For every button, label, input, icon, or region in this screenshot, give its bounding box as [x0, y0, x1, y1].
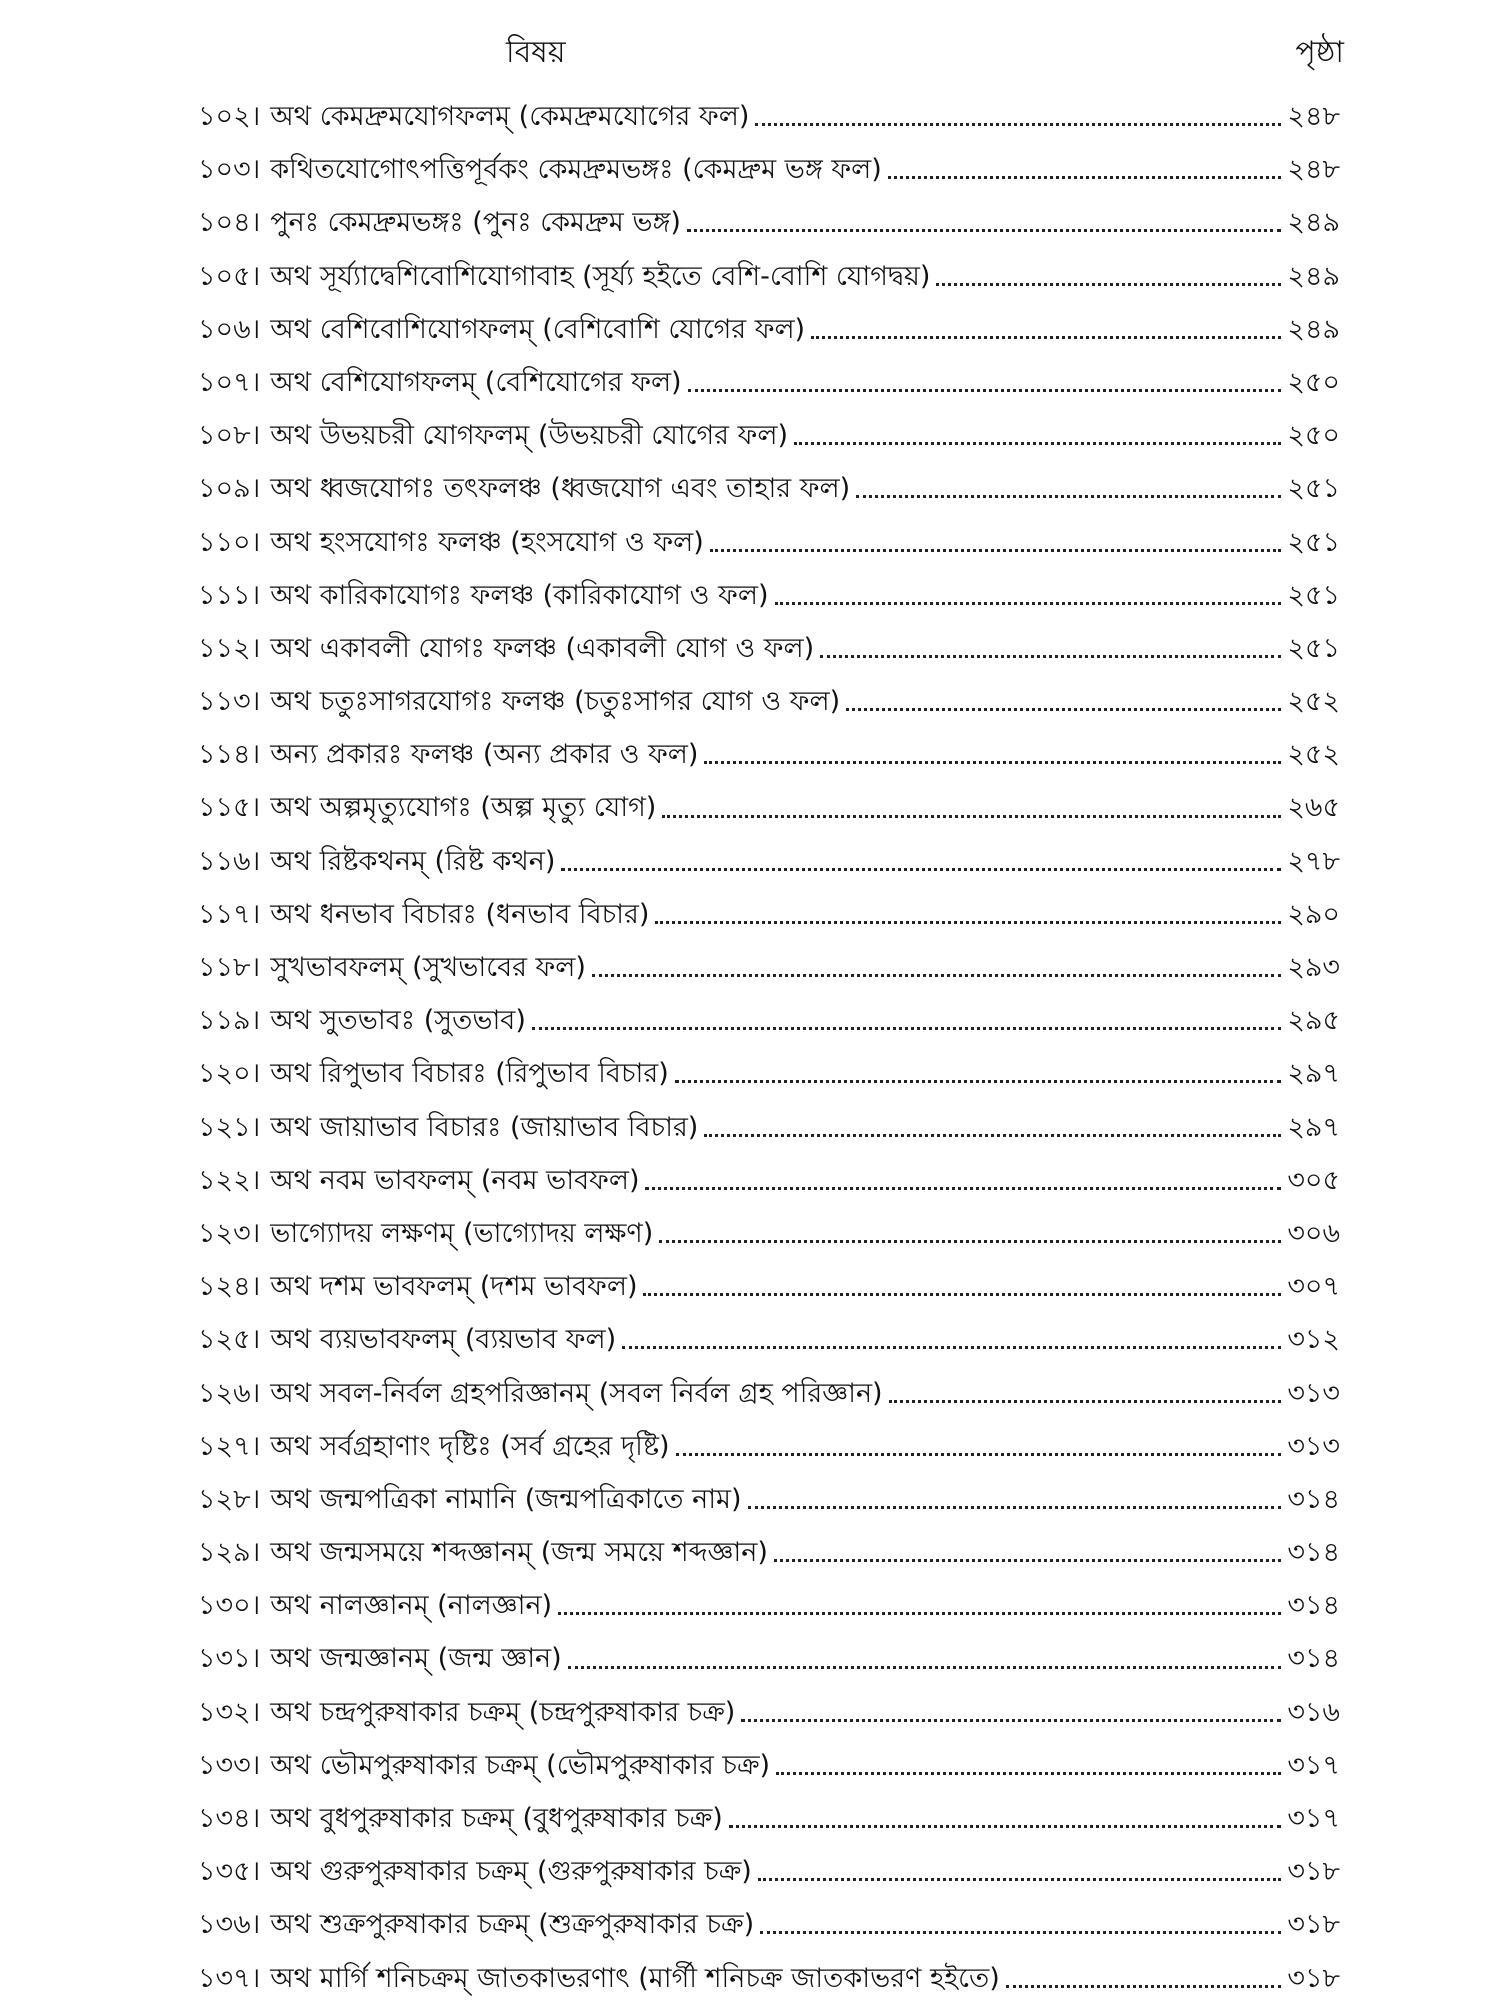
dot-leader	[820, 655, 1281, 658]
toc-entry	[198, 303, 1340, 356]
entry-title: অথ গুরুপুরুষাকার চক্রম্ (গুরুপুরুষাকার চক্র)	[270, 1856, 752, 1888]
toc-entry	[198, 1952, 1340, 2005]
dot-leader	[704, 1134, 1281, 1137]
entry-page-number: ২৪৮	[1287, 154, 1340, 186]
entry-number: ১০২।	[198, 101, 261, 132]
toc-entry	[198, 941, 1340, 994]
entry-page-number: ২৪৯	[1287, 260, 1340, 292]
entry-number: ১৩১।	[198, 1643, 261, 1675]
entry-title: অথ সূর্য্যাদ্বেশিবোশিযোগাবাহ (সূর্য্য হইতে বেশি-বোশি যোগদ্বয়)	[270, 260, 931, 292]
entry-number: ১১৭।	[198, 898, 261, 930]
dot-leader	[811, 336, 1281, 339]
entry-number: ১৩৪।	[198, 1803, 261, 1834]
dot-leader	[704, 761, 1281, 764]
entry-page-number: ২৫১	[1287, 632, 1340, 664]
entry-title: কথিতযোগোৎপত্তিপূর্বকং কেমদ্রুমভঙ্গঃ (কেমদ্রুম ভঙ্গ ফল)	[270, 154, 882, 186]
entry-page-number: ২৯৭	[1287, 1058, 1340, 1090]
entry-page-number: ২৪৮	[1287, 101, 1340, 132]
toc-entry	[198, 1313, 1340, 1366]
entry-title: অথ চতুঃসাগরযোগঃ ফলঞ্চ (চতুঃসাগর যোগ ও ফল)	[270, 686, 841, 718]
entry-number: ১০৯।	[198, 473, 261, 505]
entry-page-number: ৩১৮	[1287, 1962, 1340, 1994]
dot-leader	[856, 495, 1281, 498]
entry-title: অথ জন্মজ্ঞানম্ (জন্ম জ্ঞান)	[270, 1643, 562, 1675]
entry-page-number: ৩১৮	[1287, 1909, 1340, 1941]
entry-title: অন্য প্রকারঃ ফলঞ্চ (অন্য প্রকার ও ফল)	[270, 739, 699, 771]
dot-leader	[729, 1825, 1282, 1828]
entry-number: ১২৭।	[198, 1430, 261, 1462]
toc-header	[0, 28, 1500, 76]
dot-leader	[568, 1666, 1282, 1669]
dot-leader	[645, 1187, 1281, 1190]
entry-page-number: ২৫২	[1287, 686, 1340, 718]
toc-entry	[198, 1473, 1340, 1526]
toc-entry	[198, 90, 1340, 143]
entry-number: ১২৫।	[198, 1324, 261, 1356]
toc-entry	[198, 143, 1340, 196]
entry-title: অথ জন্মসময়ে শব্দজ্ঞানম্ (জন্ম সময়ে শব্দজ্ঞান)	[270, 1537, 768, 1569]
entry-page-number: ৩১৮	[1287, 1856, 1340, 1888]
toc-entry	[198, 462, 1340, 515]
entry-page-number: ২৫২	[1287, 739, 1340, 771]
entry-number: ১১০।	[198, 526, 261, 558]
toc-entry	[198, 1367, 1340, 1420]
entry-page-number: ২৫১	[1287, 473, 1340, 505]
dot-leader	[659, 1240, 1281, 1243]
entry-page-number: ৩১৪	[1287, 1483, 1340, 1515]
dot-leader	[741, 1719, 1281, 1722]
dot-leader	[532, 1027, 1282, 1030]
dot-leader	[889, 1400, 1282, 1403]
entry-title: অথ ধনভাব বিচারঃ (ধনভাব বিচার)	[270, 898, 650, 930]
entry-number: ১০৩।	[198, 154, 261, 186]
dot-leader	[622, 1346, 1281, 1349]
entry-title: সুখভাবফলম্ (সুখভাবের ফল)	[270, 952, 586, 983]
dot-leader	[888, 176, 1282, 179]
entry-title: অথ মার্গি শনিচক্রম্ জাতকাভরণাৎ (মার্গী শনিচক্র জাতকাভরণ হইতে)	[270, 1962, 1000, 1994]
entry-title: অথ কারিকাযোগঃ ফলঞ্চ (কারিকাযোগ ও ফল)	[270, 579, 769, 611]
dot-leader	[760, 1931, 1281, 1934]
entry-number: ১১৯।	[198, 1005, 261, 1037]
toc-entry	[198, 250, 1340, 303]
entry-number: ১২৪।	[198, 1271, 261, 1303]
entry-number: ১০৮।	[198, 420, 261, 452]
entry-page-number: ২৪৯	[1287, 207, 1340, 239]
toc-entry	[198, 1420, 1340, 1473]
entry-title: অথ ধ্বজযোগঃ তৎফলঞ্চ (ধ্বজযোগ এবং তাহার ফল)	[270, 473, 851, 505]
entry-title: অথ জন্মপত্রিকা নামানি (জন্মপত্রিকাতে নাম)	[270, 1483, 742, 1515]
entry-number: ১১৪।	[198, 739, 261, 771]
entry-title: ভাগ্যোদয় লক্ষণম্ (ভাগ্যোদয় লক্ষণ)	[270, 1217, 654, 1249]
entry-number: ১০৬।	[198, 313, 261, 345]
toc-entry	[198, 622, 1340, 675]
toc-entry	[198, 409, 1340, 462]
entry-number: ১৩২।	[198, 1696, 261, 1728]
entry-number: ১৩০।	[198, 1590, 261, 1622]
dot-leader	[561, 868, 1281, 871]
entry-title: অথ সুতভাবঃ (সুতভাব)	[270, 1005, 526, 1037]
entry-page-number: ২৯৩	[1287, 952, 1340, 983]
toc-entry	[198, 1845, 1340, 1898]
entry-page-number: ৩১৪	[1287, 1590, 1340, 1622]
toc-list	[198, 90, 1340, 2005]
entry-page-number: ২৭৮	[1287, 845, 1340, 877]
entry-title: অথ বেশিবোশিযোগফলম্ (বেশিবোশি যোগের ফল)	[270, 313, 806, 345]
dot-leader	[758, 1878, 1282, 1881]
toc-entry	[198, 1632, 1340, 1685]
dot-leader	[755, 123, 1281, 126]
entry-title: পুনঃ কেমদ্রুমভঙ্গঃ (পুনঃ কেমদ্রুম ভঙ্গ)	[270, 207, 681, 239]
page-column-heading: পৃষ্ঠা	[1295, 35, 1344, 70]
entry-page-number: ৩১৪	[1287, 1537, 1340, 1569]
toc-entry	[198, 675, 1340, 728]
dot-leader	[662, 815, 1281, 818]
entry-number: ১২৬।	[198, 1377, 261, 1409]
dot-leader	[592, 974, 1281, 977]
entry-title: অথ রিপুভাব বিচারঃ (রিপুভাব বিচার)	[270, 1058, 669, 1090]
toc-entry	[198, 728, 1340, 781]
entry-page-number: ২৪৯	[1287, 313, 1340, 345]
toc-entry	[198, 1792, 1340, 1845]
toc-entry	[198, 1686, 1340, 1739]
entry-page-number: ৩০৭	[1287, 1271, 1340, 1303]
entry-number: ১২৩।	[198, 1217, 261, 1249]
dot-leader	[774, 1559, 1281, 1562]
entry-number: ১১১।	[198, 579, 261, 611]
entry-number: ১২৯।	[198, 1537, 261, 1569]
dot-leader	[710, 549, 1282, 552]
entry-title: অথ হংসযোগঃ ফলঞ্চ (হংসযোগ ও ফল)	[270, 526, 704, 558]
dot-leader	[676, 1453, 1282, 1456]
dot-leader	[936, 283, 1281, 286]
toc-entry	[198, 196, 1340, 249]
entry-number: ১১৬।	[198, 845, 261, 877]
entry-title: অথ রিষ্টকথনম্ (রিষ্ট কথন)	[270, 845, 556, 877]
entry-page-number: ৩০৬	[1287, 1217, 1340, 1249]
entry-page-number: ২৯৭	[1287, 1111, 1340, 1143]
entry-number: ১২২।	[198, 1164, 261, 1196]
toc-entry	[198, 516, 1340, 569]
entry-title: অথ চন্দ্রপুরুষাকার চক্রম্ (চন্দ্রপুরুষাকার চক্র)	[270, 1696, 736, 1728]
entry-number: ১০৪।	[198, 207, 261, 239]
toc-entry	[198, 994, 1340, 1047]
entry-title: অথ অল্পমৃত্যুযোগঃ (অল্প মৃত্যু যোগ)	[270, 792, 657, 824]
entry-page-number: ৩১৭	[1287, 1749, 1340, 1781]
entry-title: অথ দশম ভাবফলম্ (দশম ভাবফল)	[270, 1271, 638, 1303]
entry-page-number: ২৯০	[1287, 898, 1340, 930]
entry-title: অথ উভয়চরী যোগফলম্ (উভয়চরী যোগের ফল)	[270, 420, 788, 452]
dot-leader	[1006, 1985, 1282, 1988]
dot-leader	[846, 708, 1281, 711]
entry-number: ১৩৬।	[198, 1909, 261, 1941]
entry-number: ১১২।	[198, 632, 261, 664]
entry-page-number: ২৫০	[1287, 420, 1340, 452]
dot-leader	[643, 1293, 1281, 1296]
entry-title: অথ ভৌমপুরুষাকার চক্রম্ (ভৌমপুরুষাকার চক্র)	[270, 1749, 771, 1781]
entry-page-number: ৩০৫	[1287, 1164, 1340, 1196]
entry-number: ১২১।	[198, 1111, 261, 1143]
entry-page-number: ২৫১	[1287, 579, 1340, 611]
entry-page-number: ৩১৩	[1287, 1430, 1340, 1462]
dot-leader	[655, 921, 1281, 924]
entry-title: অথ নালজ্ঞানম্ (নালজ্ঞান)	[270, 1590, 553, 1622]
toc-entry	[198, 781, 1340, 834]
entry-title: অথ কেমদ্রুমযোগফলম্ (কেমদ্রুমযোগের ফল)	[270, 101, 750, 132]
entry-title: অথ সর্বগ্রহাণাং দৃষ্টিঃ (সর্ব গ্রহের দৃষ্টি)	[270, 1430, 670, 1462]
toc-entry	[198, 1207, 1340, 1260]
toc-entry	[198, 1154, 1340, 1207]
entry-page-number: ২৯৫	[1287, 1005, 1340, 1037]
entry-number: ১০৫।	[198, 260, 261, 292]
dot-leader	[675, 1080, 1282, 1083]
entry-page-number: ৩১২	[1287, 1324, 1340, 1356]
dot-leader	[776, 1772, 1281, 1775]
toc-entry	[198, 1526, 1340, 1579]
toc-entry	[198, 1047, 1340, 1100]
entry-number: ১২০।	[198, 1058, 261, 1090]
entry-number: ১২৮।	[198, 1483, 261, 1515]
entry-title: অথ একাবলী যোগঃ ফলঞ্চ (একাবলী যোগ ও ফল)	[270, 632, 815, 664]
entry-number: ১১৫।	[198, 792, 261, 824]
entry-number: ১৩৩।	[198, 1749, 261, 1781]
entry-page-number: ৩১৪	[1287, 1643, 1340, 1675]
toc-entry	[198, 1101, 1340, 1154]
entry-title: অথ বুধপুরুষাকার চক্রম্ (বুধপুরুষাকার চক্র)	[270, 1803, 723, 1834]
dot-leader	[748, 1506, 1282, 1509]
entry-title: অথ ব্যয়ভাবফলম্ (ব্যয়ভাব ফল)	[270, 1324, 617, 1356]
toc-entry	[198, 1579, 1340, 1632]
entry-title: অথ সবল-নির্বল গ্রহপরিজ্ঞানম্ (সবল নির্বল গ্রহ পরিজ্ঞান)	[270, 1377, 883, 1409]
dot-leader	[794, 442, 1281, 445]
entry-page-number: ৩১৭	[1287, 1803, 1340, 1834]
toc-entry	[198, 1260, 1340, 1313]
toc-entry	[198, 835, 1340, 888]
entry-page-number: ৩১৬	[1287, 1696, 1340, 1728]
dot-leader	[558, 1612, 1281, 1615]
entry-title: অথ জায়াভাব বিচারঃ (জায়াভাব বিচার)	[270, 1111, 699, 1143]
dot-leader	[687, 229, 1281, 232]
entry-number: ১৩৭।	[198, 1962, 261, 1994]
entry-title: অথ শুক্রপুরুষাকার চক্রম্ (শুক্রপুরুষাকার চক্র)	[270, 1909, 755, 1941]
entry-page-number: ৩১৩	[1287, 1377, 1340, 1409]
toc-entry	[198, 356, 1340, 409]
dot-leader	[688, 389, 1282, 392]
toc-entry	[198, 1898, 1340, 1951]
toc-entry	[198, 1739, 1340, 1792]
toc-entry	[198, 888, 1340, 941]
entry-number: ১০৭।	[198, 366, 261, 398]
entry-page-number: ২৫১	[1287, 526, 1340, 558]
entry-number: ১৩৫।	[198, 1856, 261, 1888]
subject-column-heading: বিষয়	[506, 35, 566, 70]
dot-leader	[775, 602, 1282, 605]
toc-entry	[198, 569, 1340, 622]
entry-page-number: ২৫০	[1287, 366, 1340, 398]
entry-title: অথ নবম ভাবফলম্ (নবম ভাবফল)	[270, 1164, 640, 1196]
entry-number: ১১৩।	[198, 686, 261, 718]
entry-title: অথ বেশিযোগফলম্ (বেশিযোগের ফল)	[270, 366, 682, 398]
entry-number: ১১৮।	[198, 952, 261, 983]
entry-page-number: ২৬৫	[1287, 792, 1340, 824]
